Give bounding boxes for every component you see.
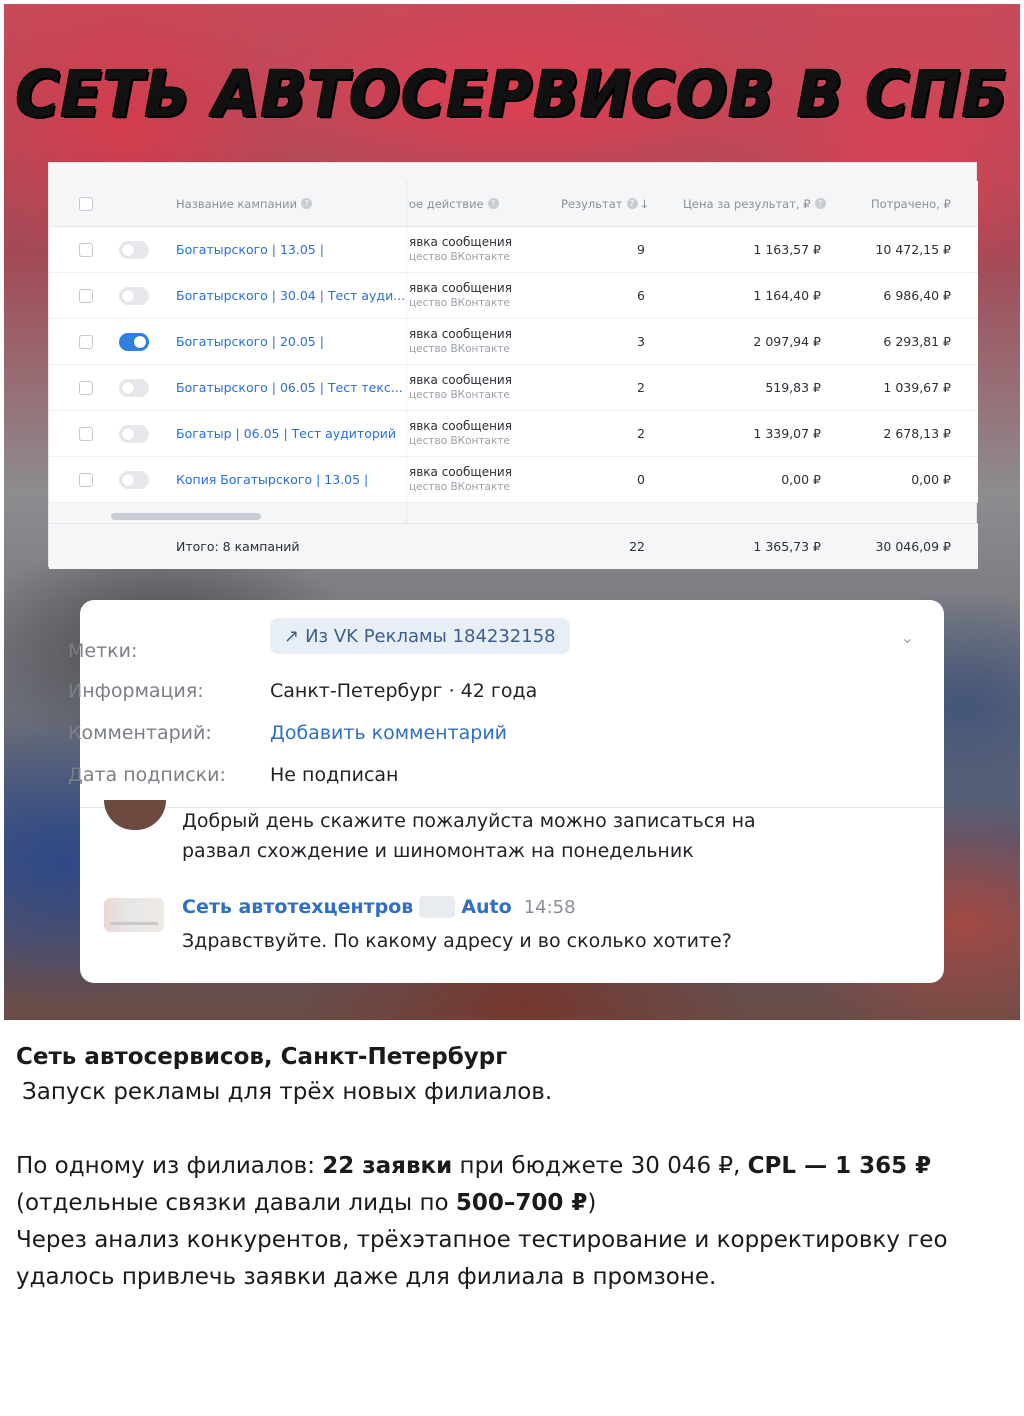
case-result-line [16,1148,1016,1185]
campaign-toggle[interactable] [119,425,149,443]
price-value: 2 097,94 ₽ [753,334,821,349]
campaign-name-link[interactable]: Копия Богатырского | 13.05 | [176,471,369,487]
price-value: 1 164,40 ₽ [753,288,821,303]
result-value: 6 [637,288,645,303]
case-title: Сеть автосервисов, Санкт-Петербург [16,1044,508,1070]
case-subtitle: Запуск рекламы для трёх новых филиалов. [22,1079,553,1105]
add-comment-link[interactable]: Добавить комментарий [270,722,508,744]
action-platform: цество ВКонтакте [409,481,510,493]
row-checkbox[interactable] [79,381,93,395]
select-all-checkbox[interactable] [79,197,93,211]
sort-down-icon[interactable]: ↓ [639,196,650,211]
text-fragment: ) [587,1190,597,1216]
header-price[interactable]: Цена за результат, ₽ [683,196,811,211]
action-type: явка сообщения [409,281,512,295]
total-spent: 30 046,09 ₽ [875,539,951,554]
header-result[interactable]: Результат [561,196,623,211]
action-platform: цество ВКонтакте [409,343,510,355]
leads-count: 22 заявки [322,1153,453,1179]
case-note-line [16,1185,1016,1222]
campaign-toggle[interactable] [119,241,149,259]
action-platform: цество ВКонтакте [409,297,510,309]
message-text: Добрый день скажите пожалуйста можно записаться на [182,810,756,832]
campaign-name-link[interactable]: Богатырского | 20.05 | [176,333,324,349]
table-row[interactable] [49,457,978,503]
table-row[interactable] [49,319,978,365]
campaign-toggle[interactable] [119,471,149,489]
subscribe-date-value: Не подписан [270,764,399,786]
result-value: 2 [637,380,645,395]
cpl-value: CPL — 1 365 ₽ [747,1153,932,1179]
message-sender [182,896,576,918]
subscribe-date-label: Дата подписки: [68,764,226,786]
spent-value: 0,00 ₽ [911,472,951,487]
price-value: 1 163,57 ₽ [753,242,821,257]
column-divider [406,181,408,561]
header-spent[interactable]: Потрачено, ₽ [871,196,951,211]
total-price: 1 365,73 ₽ [753,539,821,554]
spacer [16,1111,1016,1148]
sender-name-suffix[interactable]: Auto [461,896,512,918]
action-platform: цество ВКонтакте [409,389,510,401]
result-value: 3 [637,334,645,349]
spent-value: 2 678,13 ₽ [883,426,951,441]
comment-label: Комментарий: [68,722,212,744]
help-icon[interactable]: ? [627,198,638,209]
text-fragment: при бюджете 30 046 ₽, [452,1153,748,1179]
campaigns-table [48,162,977,567]
campaign-name-link[interactable]: Богатырского | 06.05 | Тест текс... [176,379,403,395]
sender-name[interactable]: Сеть автотехцентров [182,896,414,918]
price-value: 519,83 ₽ [765,380,821,395]
text-fragment: (отдельные связки давали лиды по [16,1190,456,1216]
spent-value: 10 472,15 ₽ [875,242,951,257]
case-summary: Через анализ конкурентов, трёхэтапное тестирование и корректировку гео удалось привлечь заявки даже для филиала в промзоне. [16,1227,948,1290]
message-time: 14:58 [523,896,576,918]
price-value: 1 339,07 ₽ [753,426,821,441]
action-type: явка сообщения [409,465,512,479]
header-action[interactable]: ое действие [409,196,484,211]
tags-label: Метки: [68,640,138,662]
source-tag-text: Из VK Рекламы 184232158 [305,625,556,647]
spent-value: 6 293,81 ₽ [883,334,951,349]
table-row[interactable] [49,411,978,457]
row-checkbox[interactable] [79,289,93,303]
table-row[interactable] [49,227,978,273]
avatar-logo [110,922,158,925]
total-result: 22 [629,539,645,554]
row-checkbox[interactable] [79,335,93,349]
result-value: 9 [637,242,645,257]
source-tag[interactable] [270,618,570,654]
lead-price-range: 500–700 ₽ [455,1190,588,1216]
campaign-name-link[interactable]: Богатырского | 30.04 | Тест ауди... [176,287,406,303]
action-type: явка сообщения [409,327,512,341]
help-icon[interactable]: ? [488,198,499,209]
result-value: 0 [637,472,645,487]
chat-card [68,600,944,983]
action-type: явка сообщения [409,235,512,249]
result-value: 2 [637,426,645,441]
divider [80,807,944,808]
row-checkbox[interactable] [79,243,93,257]
info-value: Санкт-Петербург · 42 года [270,680,538,702]
action-type: явка сообщения [409,419,512,433]
header-campaign-name[interactable]: Название кампании [176,196,298,211]
chevron-down-icon[interactable]: ⌄ [900,628,914,647]
row-checkbox[interactable] [79,473,93,487]
action-platform: цество ВКонтакте [409,435,510,447]
arrow-up-right-icon: ↗ [284,625,300,647]
spent-value: 6 986,40 ₽ [883,288,951,303]
case-description [16,1040,1016,1296]
campaign-name-link[interactable]: Богатыр | 06.05 | Тест аудиторий [176,425,397,441]
spent-value: 1 039,67 ₽ [883,380,951,395]
message-text: развал схождение и шиномонтаж на понедельник [182,840,694,862]
row-checkbox[interactable] [79,427,93,441]
price-value: 0,00 ₽ [781,472,821,487]
campaign-toggle[interactable] [119,333,149,351]
text-fragment: По одному из филиалов: [16,1153,323,1179]
campaign-toggle[interactable] [119,287,149,305]
hero-background [4,4,1020,1020]
info-label: Информация: [68,680,204,702]
table-row[interactable] [49,365,978,411]
action-platform: цество ВКонтакте [409,251,510,263]
total-label: Итого: 8 кампаний [176,539,300,554]
campaign-name-link[interactable]: Богатырского | 13.05 | [176,241,324,257]
hero-title: СЕТЬ АВТОСЕРВИСОВ В СПБ [15,58,1009,132]
table-total-row [49,523,978,569]
help-icon[interactable]: ? [815,198,826,209]
blurred-name [419,896,455,918]
message-text: Здравствуйте. По какому адресу и во сколько хотите? [182,930,732,952]
action-type: явка сообщения [409,373,512,387]
table-header [49,181,978,227]
avatar[interactable] [104,800,166,830]
help-icon[interactable]: ? [301,198,312,209]
horizontal-scrollbar[interactable] [111,513,261,520]
table-row[interactable] [49,273,978,319]
campaign-toggle[interactable] [119,379,149,397]
avatar[interactable] [104,898,164,932]
